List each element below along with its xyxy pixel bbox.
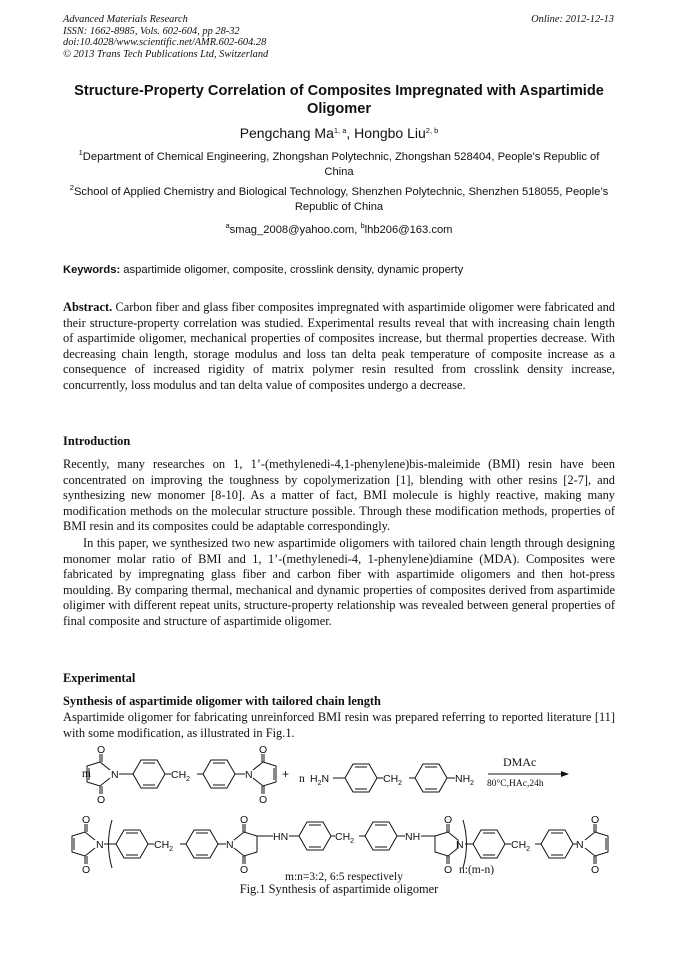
oxygen-atom: O bbox=[82, 864, 91, 876]
reaction-conditions: 80°C,HAc,24h bbox=[487, 779, 544, 789]
oxygen-atom: O bbox=[82, 814, 91, 826]
keywords bbox=[63, 263, 615, 278]
nitrogen-atom: N bbox=[96, 839, 104, 851]
section-heading: Introduction bbox=[63, 434, 131, 448]
keywords-text: aspartimide oligomer, composite, crosslink density, dynamic property bbox=[120, 264, 464, 276]
methylene-group: $CH_2$ bbox=[383, 773, 403, 787]
email-mark: a bbox=[225, 221, 230, 230]
reaction-scheme bbox=[63, 746, 615, 896]
abstract-text: Carbon fiber and glass fiber composites impregnated with aspartimide oligomer were fabricated and their structure-property correlation was studied. Experimental results reveal that with increasing chain length of aspartimide oligomer, mechanical properties of composites increase, but thermal properties decrease. With decreasing chain length, storage modulus and loss tan delta peak temperature of composite increase as a consequence of increased rigidity of matrix polymer resin resulted from crosslink density increase, concurrently, loss modulus and tan delta value of composites undergo a decrease. bbox=[63, 300, 615, 392]
keywords-label: Keywords: bbox=[63, 264, 121, 276]
copyright-line: © 2013 Trans Tech Publications Ltd, Switzerland bbox=[63, 48, 269, 60]
oxygen-atom: O bbox=[591, 864, 600, 876]
nitrogen-atom: N bbox=[245, 769, 253, 781]
paper-title: Structure-Property Correlation of Composites Impregnated with Aspartimide Oligomer bbox=[74, 83, 604, 117]
affiliation bbox=[63, 185, 615, 215]
online-date: Online: 2012-12-13 bbox=[531, 14, 614, 25]
affiliation-mark: 2 bbox=[69, 183, 74, 192]
oxygen-atom: O bbox=[591, 814, 600, 826]
email-mark: b bbox=[360, 221, 365, 230]
email-separator: , bbox=[354, 224, 361, 236]
abstract-label: Abstract. bbox=[63, 300, 113, 314]
affiliation-text: Department of Chemical Engineering, Zhongshan Polytechnic, Zhongshan 528404, People’s Republic of China bbox=[82, 151, 600, 178]
mole-coefficient-n: n bbox=[299, 773, 305, 785]
affiliation-mark: 1 bbox=[78, 148, 83, 157]
author-list bbox=[63, 124, 615, 142]
oxygen-atom: O bbox=[444, 864, 453, 876]
methylene-group: $CH_2$ bbox=[171, 769, 191, 783]
amine-group: $H_2N$ bbox=[310, 773, 330, 787]
author-name: Hongbo Liu bbox=[354, 125, 426, 141]
solvent-label: DMAc bbox=[503, 755, 537, 769]
paragraph: In this paper, we synthesized two new aspartimide oligomers with tailored chain length through designing monomer molar ratio of BMI and 1, 1’-(methylenedi-4, 1-phenylene)diamine (MDA). Composites were fabricated by impregnating glass fiber and carbon fiber with aspartimide oligomers and then hot-press moulding. By comparing thermal, mechanical and dynamic properties of composites derived from aspartimide oligimer with different repeat units, structure-property relationship was revealed between general properties of final composite and structure of aspartimide oligomer. bbox=[63, 536, 615, 628]
oxygen-atom: O bbox=[97, 746, 106, 756]
issn-line: ISSN: 1662-8985, Vols. 602-604, pp 28-32 bbox=[63, 25, 240, 37]
author-affiliation-mark: 2, b bbox=[425, 126, 439, 135]
molar-ratio-note: m:n=3:2, 6:5 respectively bbox=[285, 871, 403, 883]
doi-line: doi:10.4028/www.scientific.net/AMR.602-604.28 bbox=[63, 37, 267, 49]
author-separator: , bbox=[346, 125, 355, 141]
methylene-group: $CH_2$ bbox=[154, 839, 174, 853]
affiliation-text: School of Applied Chemistry and Biological Technology, Shenzhen Polytechnic, Shenzhen 518055, People’s Republic of China bbox=[73, 186, 609, 213]
amine-linkage: HN bbox=[273, 831, 289, 843]
figure-caption: Fig.1 Synthesis of aspartimide oligomer bbox=[239, 882, 439, 896]
paragraph: Aspartimide oligomer for fabricating unreinforced BMI resin was prepared referring to reported literature [11] with some modification, as illustrated in Fig.1. bbox=[63, 710, 615, 740]
nitrogen-atom: N bbox=[226, 839, 234, 851]
abstract bbox=[63, 300, 615, 393]
methylene-group: $CH_2$ bbox=[335, 831, 355, 845]
paragraph: Recently, many researches on 1, 1’-(methylenedi-4,1-phenylene)bis-maleimide (BMI) resin have been concentrated on improving the toughness by copolymerization [1], blending with other resins [2-7], and synthesizing new monomer [8-10]. As a matter of fact, BMI molecule is highly reactive, making many modification methods on the molecular structure possible. Through these modification methods, properties of BMI resin and its composites could be adaptable correspondingly. bbox=[63, 457, 615, 534]
nitrogen-atom: N bbox=[111, 769, 119, 781]
oxygen-atom: O bbox=[259, 794, 268, 806]
journal-header bbox=[63, 14, 423, 60]
author-emails bbox=[63, 223, 615, 238]
nitrogen-atom: N bbox=[456, 839, 464, 851]
oxygen-atom: O bbox=[259, 746, 268, 756]
methylene-group: $CH_2$ bbox=[511, 839, 531, 853]
oxygen-atom: O bbox=[444, 814, 453, 826]
author-name: Pengchang Ma bbox=[239, 125, 334, 141]
email-link[interactable]: lhb206@163.com bbox=[364, 224, 453, 236]
subsection-heading: Synthesis of aspartimide oligomer with tailored chain length bbox=[63, 694, 381, 708]
oxygen-atom: O bbox=[240, 814, 249, 826]
plus-sign: + bbox=[282, 767, 290, 781]
author-affiliation-mark: 1, a bbox=[333, 126, 347, 135]
email-link[interactable]: smag_2008@yahoo.com bbox=[229, 224, 355, 236]
section-heading: Experimental bbox=[63, 671, 136, 685]
journal-name: Advanced Materials Research bbox=[63, 14, 188, 25]
affiliation bbox=[63, 150, 615, 180]
nitrogen-atom: N bbox=[576, 839, 584, 851]
repeat-unit-label: n:(m-n) bbox=[459, 864, 495, 876]
amine-group: $NH_2$ bbox=[455, 773, 475, 787]
mole-coefficient-m: m bbox=[82, 768, 91, 780]
oxygen-atom: O bbox=[240, 864, 249, 876]
amine-linkage: NH bbox=[405, 831, 421, 843]
oxygen-atom: O bbox=[97, 794, 106, 806]
